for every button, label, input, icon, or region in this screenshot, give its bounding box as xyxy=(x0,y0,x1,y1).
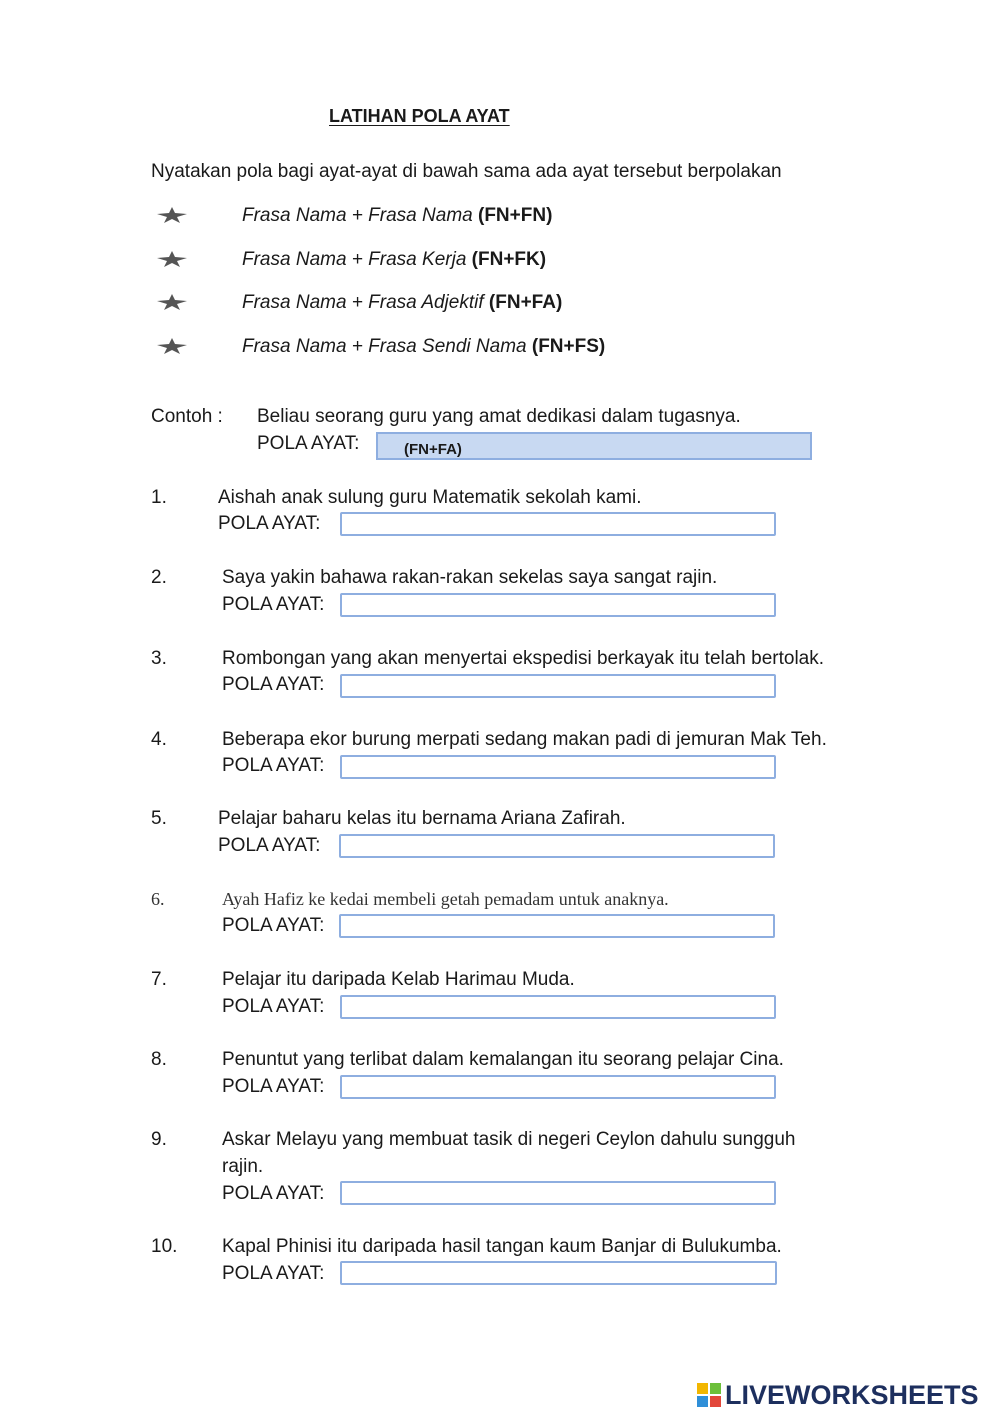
star-bullet-icon xyxy=(156,250,188,268)
pattern-name: Frasa Nama + Frasa Nama xyxy=(242,205,473,226)
pattern-code: (FN+FN) xyxy=(478,205,553,226)
pola-ayat-label: POLA AYAT: xyxy=(218,835,321,856)
answer-input-1[interactable] xyxy=(340,512,776,536)
pattern-code: (FN+FA) xyxy=(488,292,563,313)
example-pattern-label: POLA AYAT: xyxy=(257,433,360,454)
pola-ayat-label: POLA AYAT: xyxy=(222,674,325,695)
answer-input-6[interactable] xyxy=(339,914,775,938)
pattern-code: (FN+FS) xyxy=(531,336,606,357)
pattern-name: Frasa Nama + Frasa Sendi Nama xyxy=(242,336,527,357)
question-sentence: Askar Melayu yang membuat tasik di negeri Ceylon dahulu sungguh xyxy=(222,1129,796,1150)
pola-ayat-label: POLA AYAT: xyxy=(222,594,325,615)
question-sentence: Saya yakin bahawa rakan-rakan sekelas saya sangat rajin. xyxy=(222,567,718,588)
pattern-item-1 xyxy=(242,205,552,227)
question-sentence: Penuntut yang terlibat dalam kemalangan itu seorang pelajar Cina. xyxy=(222,1049,784,1070)
pattern-code: (FN+FK) xyxy=(471,249,547,270)
question-number: 8. xyxy=(151,1049,167,1070)
answer-input-10[interactable] xyxy=(340,1261,777,1285)
question-sentence: Aishah anak sulung guru Matematik sekolah kami. xyxy=(218,487,642,508)
example-answer-box: (FN+FA) xyxy=(376,432,812,460)
pola-ayat-label: POLA AYAT: xyxy=(218,513,321,534)
liveworksheets-cubes-icon xyxy=(697,1383,721,1407)
question-number: 9. xyxy=(151,1129,167,1150)
answer-input-8[interactable] xyxy=(340,1075,776,1099)
question-number: 4. xyxy=(151,729,167,750)
example-label: Contoh : xyxy=(151,406,223,427)
star-bullet-icon xyxy=(156,206,188,224)
question-number: 6. xyxy=(151,889,165,909)
pola-ayat-label: POLA AYAT: xyxy=(222,996,325,1017)
instruction-text: Nyatakan pola bagi ayat-ayat di bawah sama ada ayat tersebut berpolakan xyxy=(151,161,782,182)
pola-ayat-label: POLA AYAT: xyxy=(222,1076,325,1097)
question-sentence: Rombongan yang akan menyertai ekspedisi berkayak itu telah bertolak. xyxy=(222,648,825,669)
answer-input-4[interactable] xyxy=(340,755,776,779)
star-bullet-icon xyxy=(156,293,188,311)
question-number: 7. xyxy=(151,969,167,990)
question-sentence: Pelajar itu daripada Kelab Harimau Muda. xyxy=(222,969,575,990)
liveworksheets-logo xyxy=(697,1378,979,1412)
answer-input-2[interactable] xyxy=(340,593,776,617)
answer-input-3[interactable] xyxy=(340,674,776,698)
question-sentence: Pelajar baharu kelas itu bernama Ariana Zafirah. xyxy=(218,808,626,829)
worksheet-title: LATIHAN POLA AYAT xyxy=(329,106,510,126)
pattern-name: Frasa Nama + Frasa Kerja xyxy=(242,249,467,270)
pattern-item-4 xyxy=(242,336,605,358)
answer-input-5[interactable] xyxy=(339,834,775,858)
question-sentence: Kapal Phinisi itu daripada hasil tangan kaum Banjar di Bulukumba. xyxy=(222,1236,782,1257)
pola-ayat-label: POLA AYAT: xyxy=(222,915,325,936)
pattern-item-3 xyxy=(242,292,562,314)
example-sentence: Beliau seorang guru yang amat dedikasi dalam tugasnya. xyxy=(257,406,741,427)
pola-ayat-label: POLA AYAT: xyxy=(222,1263,325,1284)
logo-text: LIVEWORKSHEETS xyxy=(725,1379,979,1410)
answer-input-7[interactable] xyxy=(340,995,776,1019)
question-number: 1. xyxy=(151,487,167,508)
answer-input-9[interactable] xyxy=(340,1181,776,1205)
question-number: 5. xyxy=(151,808,167,829)
question-number: 3. xyxy=(151,648,167,669)
pattern-name: Frasa Nama + Frasa Adjektif xyxy=(242,292,484,313)
question-number: 2. xyxy=(151,567,167,588)
pola-ayat-label: POLA AYAT: xyxy=(222,1183,325,1204)
question-sentence: Ayah Hafiz ke kedai membeli getah pemadam untuk anaknya. xyxy=(222,889,669,909)
question-sentence-continued: rajin. xyxy=(222,1156,264,1177)
pola-ayat-label: POLA AYAT: xyxy=(222,755,325,776)
pattern-item-2 xyxy=(242,249,546,271)
question-sentence: Beberapa ekor burung merpati sedang makan padi di jemuran Mak Teh. xyxy=(222,729,827,750)
question-number: 10. xyxy=(151,1236,178,1257)
star-bullet-icon xyxy=(156,337,188,355)
